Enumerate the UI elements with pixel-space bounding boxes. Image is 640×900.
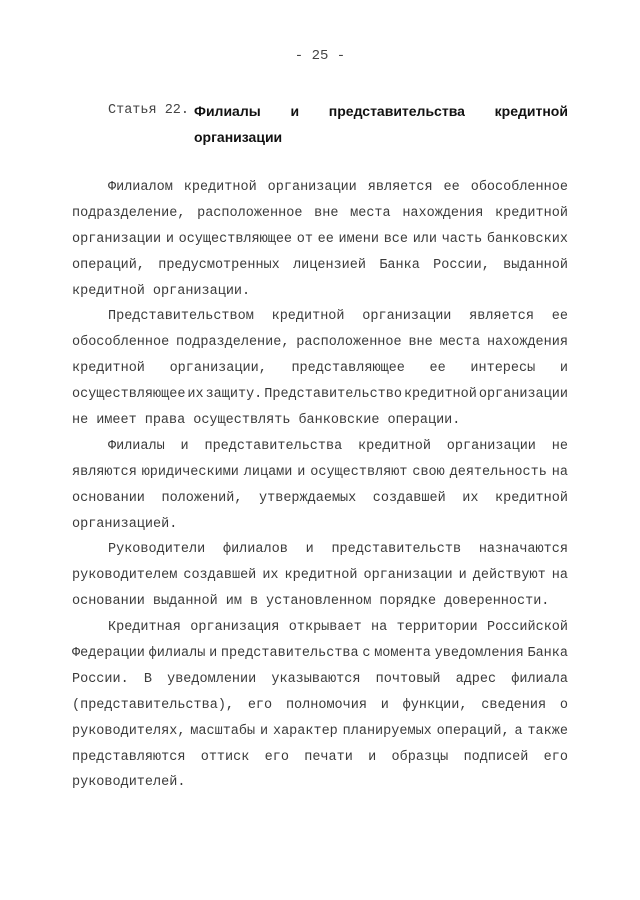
word: операций,: [436, 723, 510, 739]
word: и: [209, 646, 218, 662]
word: а: [514, 723, 523, 739]
text-line: [72, 719, 568, 745]
word: с: [362, 646, 371, 662]
word: вне: [314, 205, 339, 221]
word: Филиалы: [108, 438, 165, 454]
word: функции,: [402, 697, 468, 713]
word: кредитной: [495, 490, 568, 506]
word: также: [527, 723, 568, 739]
page-number: - 25 -: [294, 48, 346, 64]
word: в: [249, 594, 259, 610]
text-line: [72, 356, 568, 382]
word: действуют: [472, 568, 546, 584]
word: Банка: [379, 257, 420, 273]
word: являются: [72, 464, 137, 480]
word: Филиалом: [108, 180, 173, 195]
text-line: [72, 641, 568, 667]
word: кредитной: [358, 438, 431, 454]
paragraph: [72, 434, 568, 538]
title-word: Филиалы: [194, 103, 261, 119]
word: момента: [374, 646, 431, 662]
paragraph: [72, 615, 568, 796]
word: их: [187, 387, 204, 403]
word: кредитной: [72, 283, 145, 299]
word: руководителей.: [72, 775, 186, 791]
word: филиала: [511, 671, 568, 687]
text-line: [72, 770, 568, 796]
word: территории: [396, 620, 478, 636]
paragraph: [72, 304, 568, 433]
word: кредитной: [403, 387, 477, 403]
word: и: [305, 542, 314, 558]
title-word: кредитной: [494, 103, 568, 119]
word: основании: [72, 594, 145, 610]
text-line: [72, 460, 568, 486]
word: утверждаемых: [259, 490, 357, 506]
word: характер: [272, 723, 338, 739]
word: осуществляющее: [178, 231, 293, 247]
word: уведомления: [434, 646, 524, 662]
word: его: [264, 749, 289, 765]
word: обособленное: [470, 180, 568, 195]
word: и: [458, 568, 467, 584]
word: организации: [446, 438, 536, 454]
word: ее: [443, 180, 460, 195]
text-line: [72, 434, 568, 460]
word: организации: [362, 309, 452, 325]
word: лицами: [243, 464, 293, 480]
word: основании: [72, 490, 145, 506]
word: Российской: [486, 620, 568, 636]
word: места: [350, 205, 391, 221]
word: не: [551, 438, 568, 454]
word: кредитной: [72, 361, 145, 377]
word: интересы: [470, 361, 536, 377]
word: вне: [408, 335, 433, 351]
word: является: [469, 309, 534, 325]
word: осуществлять: [193, 413, 291, 429]
title-word: представительства: [328, 103, 465, 119]
word: масштабы: [190, 723, 256, 739]
word: организации: [478, 387, 568, 403]
word: является: [367, 180, 433, 195]
word: подразделение,: [72, 205, 186, 221]
word: свою: [412, 464, 445, 480]
text-line: [72, 382, 568, 408]
word: защиту.: [205, 387, 263, 403]
word: организации,: [169, 361, 267, 377]
word: расположенное: [296, 335, 402, 351]
word: Федерации: [72, 646, 145, 662]
word: назначаются: [478, 542, 568, 558]
word: осуществляющее: [72, 387, 186, 403]
word: выданной: [503, 257, 568, 273]
word: сведения: [481, 697, 547, 713]
word: права: [144, 413, 186, 429]
text-line: [72, 512, 568, 538]
word: почтовый: [375, 671, 441, 687]
word: (представительства),: [72, 697, 235, 713]
word: кредитной: [284, 568, 358, 584]
word: организация: [190, 620, 280, 636]
word: кредитной: [183, 180, 257, 195]
word: их: [462, 490, 479, 506]
word: деятельность: [449, 464, 547, 480]
word: Представительством: [108, 309, 254, 325]
word: планируемых: [342, 723, 432, 739]
word: предусмотренных: [158, 257, 280, 273]
word: и: [259, 723, 269, 739]
word: расположенное: [197, 205, 303, 221]
text-line: [72, 667, 568, 693]
word: ее: [317, 231, 334, 247]
word: нахождения: [486, 335, 568, 351]
text-line: [72, 279, 568, 305]
text-line: [72, 745, 568, 771]
article-title-line-1: [194, 98, 568, 124]
word: В: [143, 671, 152, 687]
word: Банка: [527, 646, 568, 662]
word: имени: [338, 231, 380, 247]
word: создавшей: [183, 568, 257, 584]
word: ее: [429, 361, 446, 377]
word: им: [225, 594, 242, 610]
word: часть: [441, 231, 483, 247]
word: на: [551, 464, 568, 480]
text-line: [72, 589, 568, 615]
article-number: Статья 22.: [108, 103, 190, 118]
article-heading: [108, 98, 568, 150]
paragraph: [72, 175, 568, 304]
word: филиалы: [148, 646, 206, 662]
word: представительств: [331, 542, 462, 558]
word: имеет: [96, 413, 137, 429]
text-line: [72, 253, 568, 279]
article-heading-row: [108, 98, 568, 124]
word: положений,: [161, 490, 243, 506]
word: осуществляют: [310, 464, 408, 480]
word: на: [551, 568, 568, 584]
word: порядке: [379, 594, 437, 610]
text-line: [72, 615, 568, 641]
word: оттиск: [200, 749, 250, 765]
word: представляются: [72, 749, 186, 765]
word: ее: [551, 309, 568, 325]
word: и: [368, 749, 377, 765]
word: на: [371, 620, 388, 636]
word: операции.: [387, 413, 461, 429]
title-word: и: [290, 103, 300, 119]
word: организацией.: [72, 516, 178, 532]
word: операций,: [72, 257, 145, 273]
article-title-line-2: организации: [194, 129, 283, 145]
text-line: [72, 693, 568, 719]
word: организации: [72, 231, 162, 247]
text-line: [72, 537, 568, 563]
word: полномочия: [285, 697, 367, 713]
word: обособленное: [72, 335, 170, 351]
word: нахождения: [402, 205, 484, 221]
word: банковские: [298, 413, 380, 429]
text-line: [72, 201, 568, 227]
word: уведомлении: [167, 671, 257, 687]
word: Руководители: [108, 542, 206, 558]
word: о: [559, 697, 568, 713]
word: представительства: [220, 646, 359, 662]
word: и: [165, 231, 174, 247]
word: или: [412, 231, 438, 247]
word: России,: [433, 257, 490, 273]
word: филиалов: [222, 542, 288, 558]
text-line: [72, 408, 568, 434]
paragraph: [72, 537, 568, 615]
word: установленном: [266, 594, 372, 610]
word: и: [559, 361, 568, 377]
word: руководителем: [72, 568, 178, 584]
word: от: [296, 231, 313, 247]
word: юридическими: [141, 464, 239, 480]
word: кредитной: [271, 309, 345, 325]
word: их: [262, 568, 279, 584]
text-line: [72, 227, 568, 253]
word: России.: [72, 671, 129, 687]
word: адрес: [455, 671, 497, 687]
word: его: [247, 697, 273, 713]
text-line: [72, 304, 568, 330]
word: доверенности.: [444, 594, 550, 610]
word: выданной: [152, 594, 218, 610]
word: Кредитная: [108, 620, 181, 636]
text-line: [72, 175, 568, 201]
text-line: [72, 330, 568, 356]
word: указываются: [271, 671, 361, 687]
word: организации: [363, 568, 453, 584]
word: подписей: [463, 749, 529, 765]
word: и: [180, 438, 189, 454]
text-line: [72, 563, 568, 589]
word: печати: [304, 749, 353, 765]
word: кредитной: [495, 205, 568, 221]
word: создавшей: [372, 490, 446, 506]
word: лицензией: [293, 257, 366, 273]
word: руководителях,: [72, 723, 186, 739]
text-line: [72, 486, 568, 512]
word: образцы: [391, 749, 449, 765]
word: не: [72, 413, 89, 429]
word: и: [297, 464, 306, 480]
word: представительства: [204, 438, 343, 454]
word: открывает: [288, 620, 362, 636]
word: Представительство: [264, 387, 402, 403]
word: подразделение,: [176, 335, 290, 351]
word: его: [543, 749, 568, 765]
word: все: [383, 231, 409, 247]
word: и: [380, 697, 389, 713]
word: организации: [267, 180, 357, 195]
word: банковских: [486, 231, 568, 247]
word: организации.: [152, 283, 251, 299]
word: места: [439, 335, 481, 351]
article-body: [72, 175, 568, 796]
word: представляющее: [291, 361, 405, 377]
